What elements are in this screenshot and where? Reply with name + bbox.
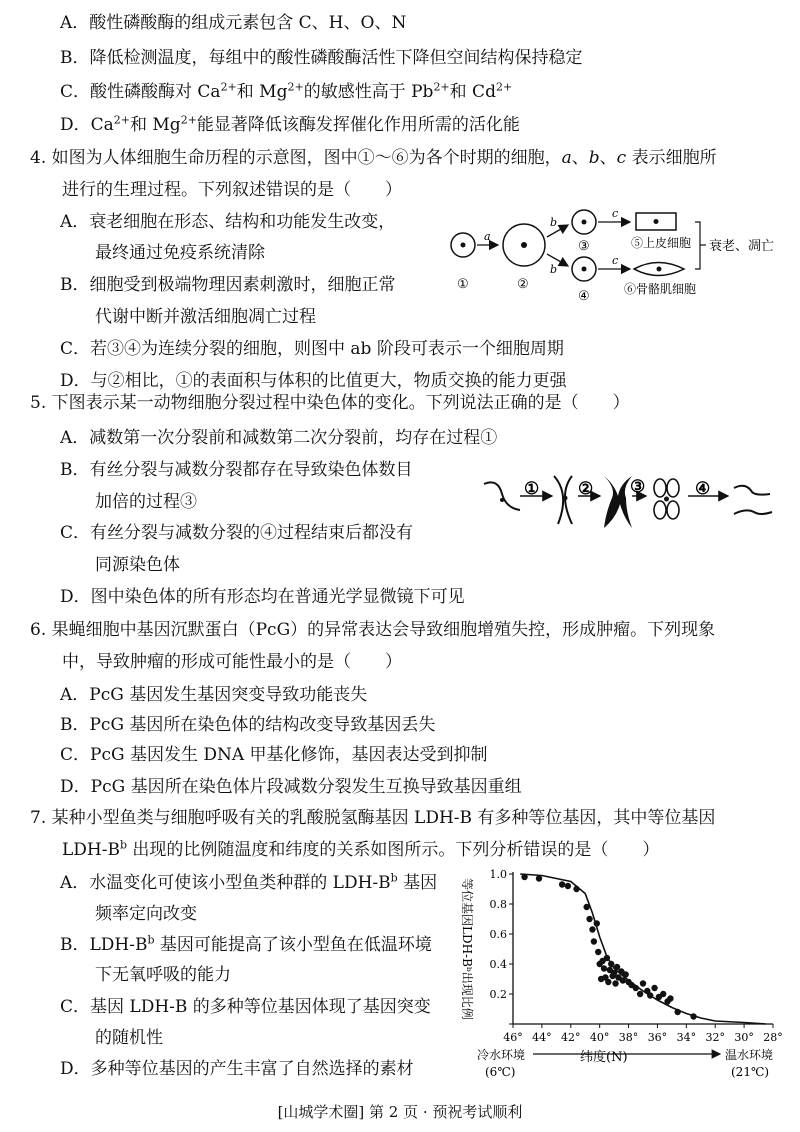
chromosome-3 <box>604 476 632 528</box>
num-4: ④ <box>578 289 590 304</box>
q5-option-b-line2: 加倍的过程③ <box>95 492 197 512</box>
data-point <box>622 971 628 977</box>
q5-option-a: A．减数第一次分裂前和减数第二次分裂前，均存在过程① <box>60 428 498 448</box>
data-point <box>583 904 589 910</box>
q7-stem-line1: 7. 某种小型鱼类与细胞呼吸有关的乳酸脱氢酶基因 LDH-B 有多种等位基因，其中等位基因 <box>30 808 716 828</box>
data-point <box>521 874 527 880</box>
label-b-bottom: b <box>550 263 558 276</box>
data-point <box>594 920 600 926</box>
fit-curve <box>520 874 766 1024</box>
data-point <box>605 979 611 985</box>
data-point <box>559 881 565 887</box>
q6-stem-line1: 6. 果蝇细胞中基因沉默蛋白（PcG）的异常表达会导致细胞增殖失控，形成肿瘤。下列现象 <box>30 620 716 640</box>
data-point <box>660 991 666 997</box>
x-tick-label: 42° <box>561 1031 581 1044</box>
y-tick-label: 0.8 <box>489 898 507 911</box>
q3-option-b: B．降低检测温度，每组中的酸性磷酸酶活性下降但空间结构保持稳定 <box>60 48 583 68</box>
q4-option-b-line1: B．细胞受到极端物理因素刺激时，细胞正常 <box>60 275 396 295</box>
label-b-top: b <box>550 216 558 229</box>
label-c-bottom: c <box>612 254 619 267</box>
x-tick-label: 46° <box>503 1031 523 1044</box>
data-point <box>651 985 657 991</box>
cell-5-label: ⑤上皮细胞 <box>631 236 692 250</box>
q6-option-d: D．PcG 基因所在染色体片段减数分裂发生互换导致基因重组 <box>60 777 522 797</box>
x-tick-label: 34° <box>676 1031 697 1044</box>
q7-option-b-line1: B．LDH-$B^b$ 基因可能提高了该小型鱼在低温环境 <box>60 933 432 955</box>
fate-label: 衰老、凋亡 <box>709 239 775 254</box>
x-tick-label: 36° <box>647 1031 668 1044</box>
step-2: ② <box>578 479 594 499</box>
q4-option-a-line1: A．衰老细胞在形态、结构和功能发生改变， <box>60 212 396 232</box>
q5-option-c-line2: 同源染色体 <box>95 555 180 575</box>
chromosome-2 <box>554 476 572 524</box>
chromosome-1 <box>484 482 520 510</box>
warm-water-temp: (21℃) <box>731 1065 770 1079</box>
label-a: a <box>484 230 491 243</box>
q5-option-d: D．图中染色体的所有形态均在普通光学显微镜下可见 <box>60 587 465 607</box>
y-axis-label: 等位基因LDH-Bᵇ出现比例 <box>460 878 474 1020</box>
q4-stem-line2: 进行的生理过程。下列叙述错误的是（ ） <box>62 180 402 200</box>
x-tick-label: 28° <box>763 1031 783 1044</box>
q7-stem-line2: LDH-$B^b$ 出现的比例随温度和纬度的关系如图所示。下列分析错误的是（ ） <box>62 838 660 860</box>
q7-chart <box>455 862 790 1087</box>
step-3: ③ <box>630 477 646 497</box>
q7-option-c-line1: C．基因 LDH-B 的多种等位基因体现了基因突变 <box>60 997 431 1017</box>
q7-option-c-line2: 的随机性 <box>95 1028 163 1048</box>
x-tick-label: 44° <box>532 1031 552 1044</box>
x-tick-label: 30° <box>734 1031 754 1044</box>
q3-option-c: C．酸性磷酸酶对 $Ca^{2+}$和 $Mg^{2+}$的敏感性高于 $Pb^{2+}$和 $Cd^{2+}$ <box>60 80 513 102</box>
data-point <box>612 980 618 986</box>
x-tick-label: 40° <box>589 1031 610 1044</box>
q6-stem-line2: 中，导致肿瘤的形成可能性最小的是（ ） <box>62 652 402 672</box>
step-4: ④ <box>695 479 711 499</box>
q7-option-a-line2: 频率定向改变 <box>95 904 197 924</box>
q7-option-a-line1: A．水温变化可使该小型鱼类种群的 LDH-$B^b$ 基因 <box>60 871 438 893</box>
data-point <box>586 916 592 922</box>
q5-option-b-line1: B．有丝分裂与减数分裂都存在导致染色体数目 <box>60 460 413 480</box>
x-tick-label: 32° <box>705 1031 725 1044</box>
q3-option-a: A．酸性磷酸酶的组成元素包含 C、H、O、N <box>60 13 407 33</box>
data-point <box>674 1009 680 1015</box>
cold-water-temp: (6℃) <box>485 1065 516 1079</box>
q4-stem-line1: 4. 如图为人体细胞生命历程的示意图，图中①～⑥为各个时期的细胞，a、b、c 表示细胞所 <box>30 148 717 168</box>
y-tick-label: 0.6 <box>489 928 507 941</box>
data-point <box>647 992 653 998</box>
data-point <box>633 985 639 991</box>
data-point <box>573 886 579 892</box>
y-tick-label: 0.2 <box>489 988 507 1001</box>
data-point <box>608 961 614 967</box>
step-1: ① <box>524 479 540 499</box>
y-tick-label: 0.4 <box>489 958 507 971</box>
warm-water-label: 温水环境 <box>725 1048 774 1062</box>
x-axis-label: 纬度(N) <box>580 1050 628 1065</box>
data-point <box>640 980 646 986</box>
data-point <box>595 949 601 955</box>
q5-option-c-line1: C．有丝分裂与减数分裂的④过程结束后都没有 <box>60 523 414 543</box>
num-3: ③ <box>578 239 590 254</box>
q4-cell-diagram <box>440 200 790 305</box>
q5-stem: 5. 下图表示某一动物细胞分裂过程中染色体的变化。下列说法正确的是（ ） <box>30 393 630 413</box>
data-point <box>620 977 626 983</box>
page-footer: [山城学术圈] 第 2 页 · 预祝考试顺利 <box>277 1103 523 1121</box>
chromosome-5b <box>734 510 772 514</box>
y-tick-label: 1.0 <box>489 868 507 881</box>
q4-option-c: C．若③④为连续分裂的细胞，则图中 ab 阶段可表示一个细胞周期 <box>60 339 564 359</box>
num-2: ② <box>517 277 529 292</box>
data-point <box>601 965 607 971</box>
q4-option-d: D．与②相比，①的表面积与体积的比值更大，物质交换的能力更强 <box>60 371 567 391</box>
q3-option-d: D．$Ca^{2+}$和 $Mg^{2+}$能显著降低该酶发挥催化作用所需的活化能 <box>60 113 520 135</box>
q4-option-b-line2: 代谢中断并激活细胞凋亡过程 <box>95 307 316 327</box>
data-point <box>591 938 597 944</box>
data-point <box>690 1013 696 1019</box>
data-point <box>565 883 571 889</box>
chromosome-4-centromere <box>664 497 669 502</box>
chromosome-5a <box>734 486 770 495</box>
q7-option-d: D．多种等位基因的产生丰富了自然选择的素材 <box>60 1059 414 1079</box>
data-point <box>589 926 595 932</box>
x-tick-label: 38° <box>618 1031 639 1044</box>
q5-chromosome-diagram <box>480 468 780 540</box>
q6-option-b: B．PcG 基因所在染色体的结构改变导致基因丢失 <box>60 715 436 735</box>
cell-6-label: ⑥骨骼肌细胞 <box>624 282 697 296</box>
label-c-top: c <box>612 207 619 220</box>
data-point <box>604 955 610 961</box>
num-1: ① <box>457 277 469 292</box>
q6-option-c: C．PcG 基因发生 DNA 甲基化修饰，基因表达受到抑制 <box>60 745 488 765</box>
q4-option-a-line2: 最终通过免疫系统清除 <box>95 243 265 263</box>
cold-water-label: 冷水环境 <box>477 1048 526 1062</box>
q6-option-a: A．PcG 基因发生基因突变导致功能丧失 <box>60 685 368 705</box>
q7-option-b-line2: 下无氧呼吸的能力 <box>95 965 231 985</box>
data-point <box>637 991 643 997</box>
data-point <box>667 995 673 1001</box>
data-point <box>536 875 542 881</box>
